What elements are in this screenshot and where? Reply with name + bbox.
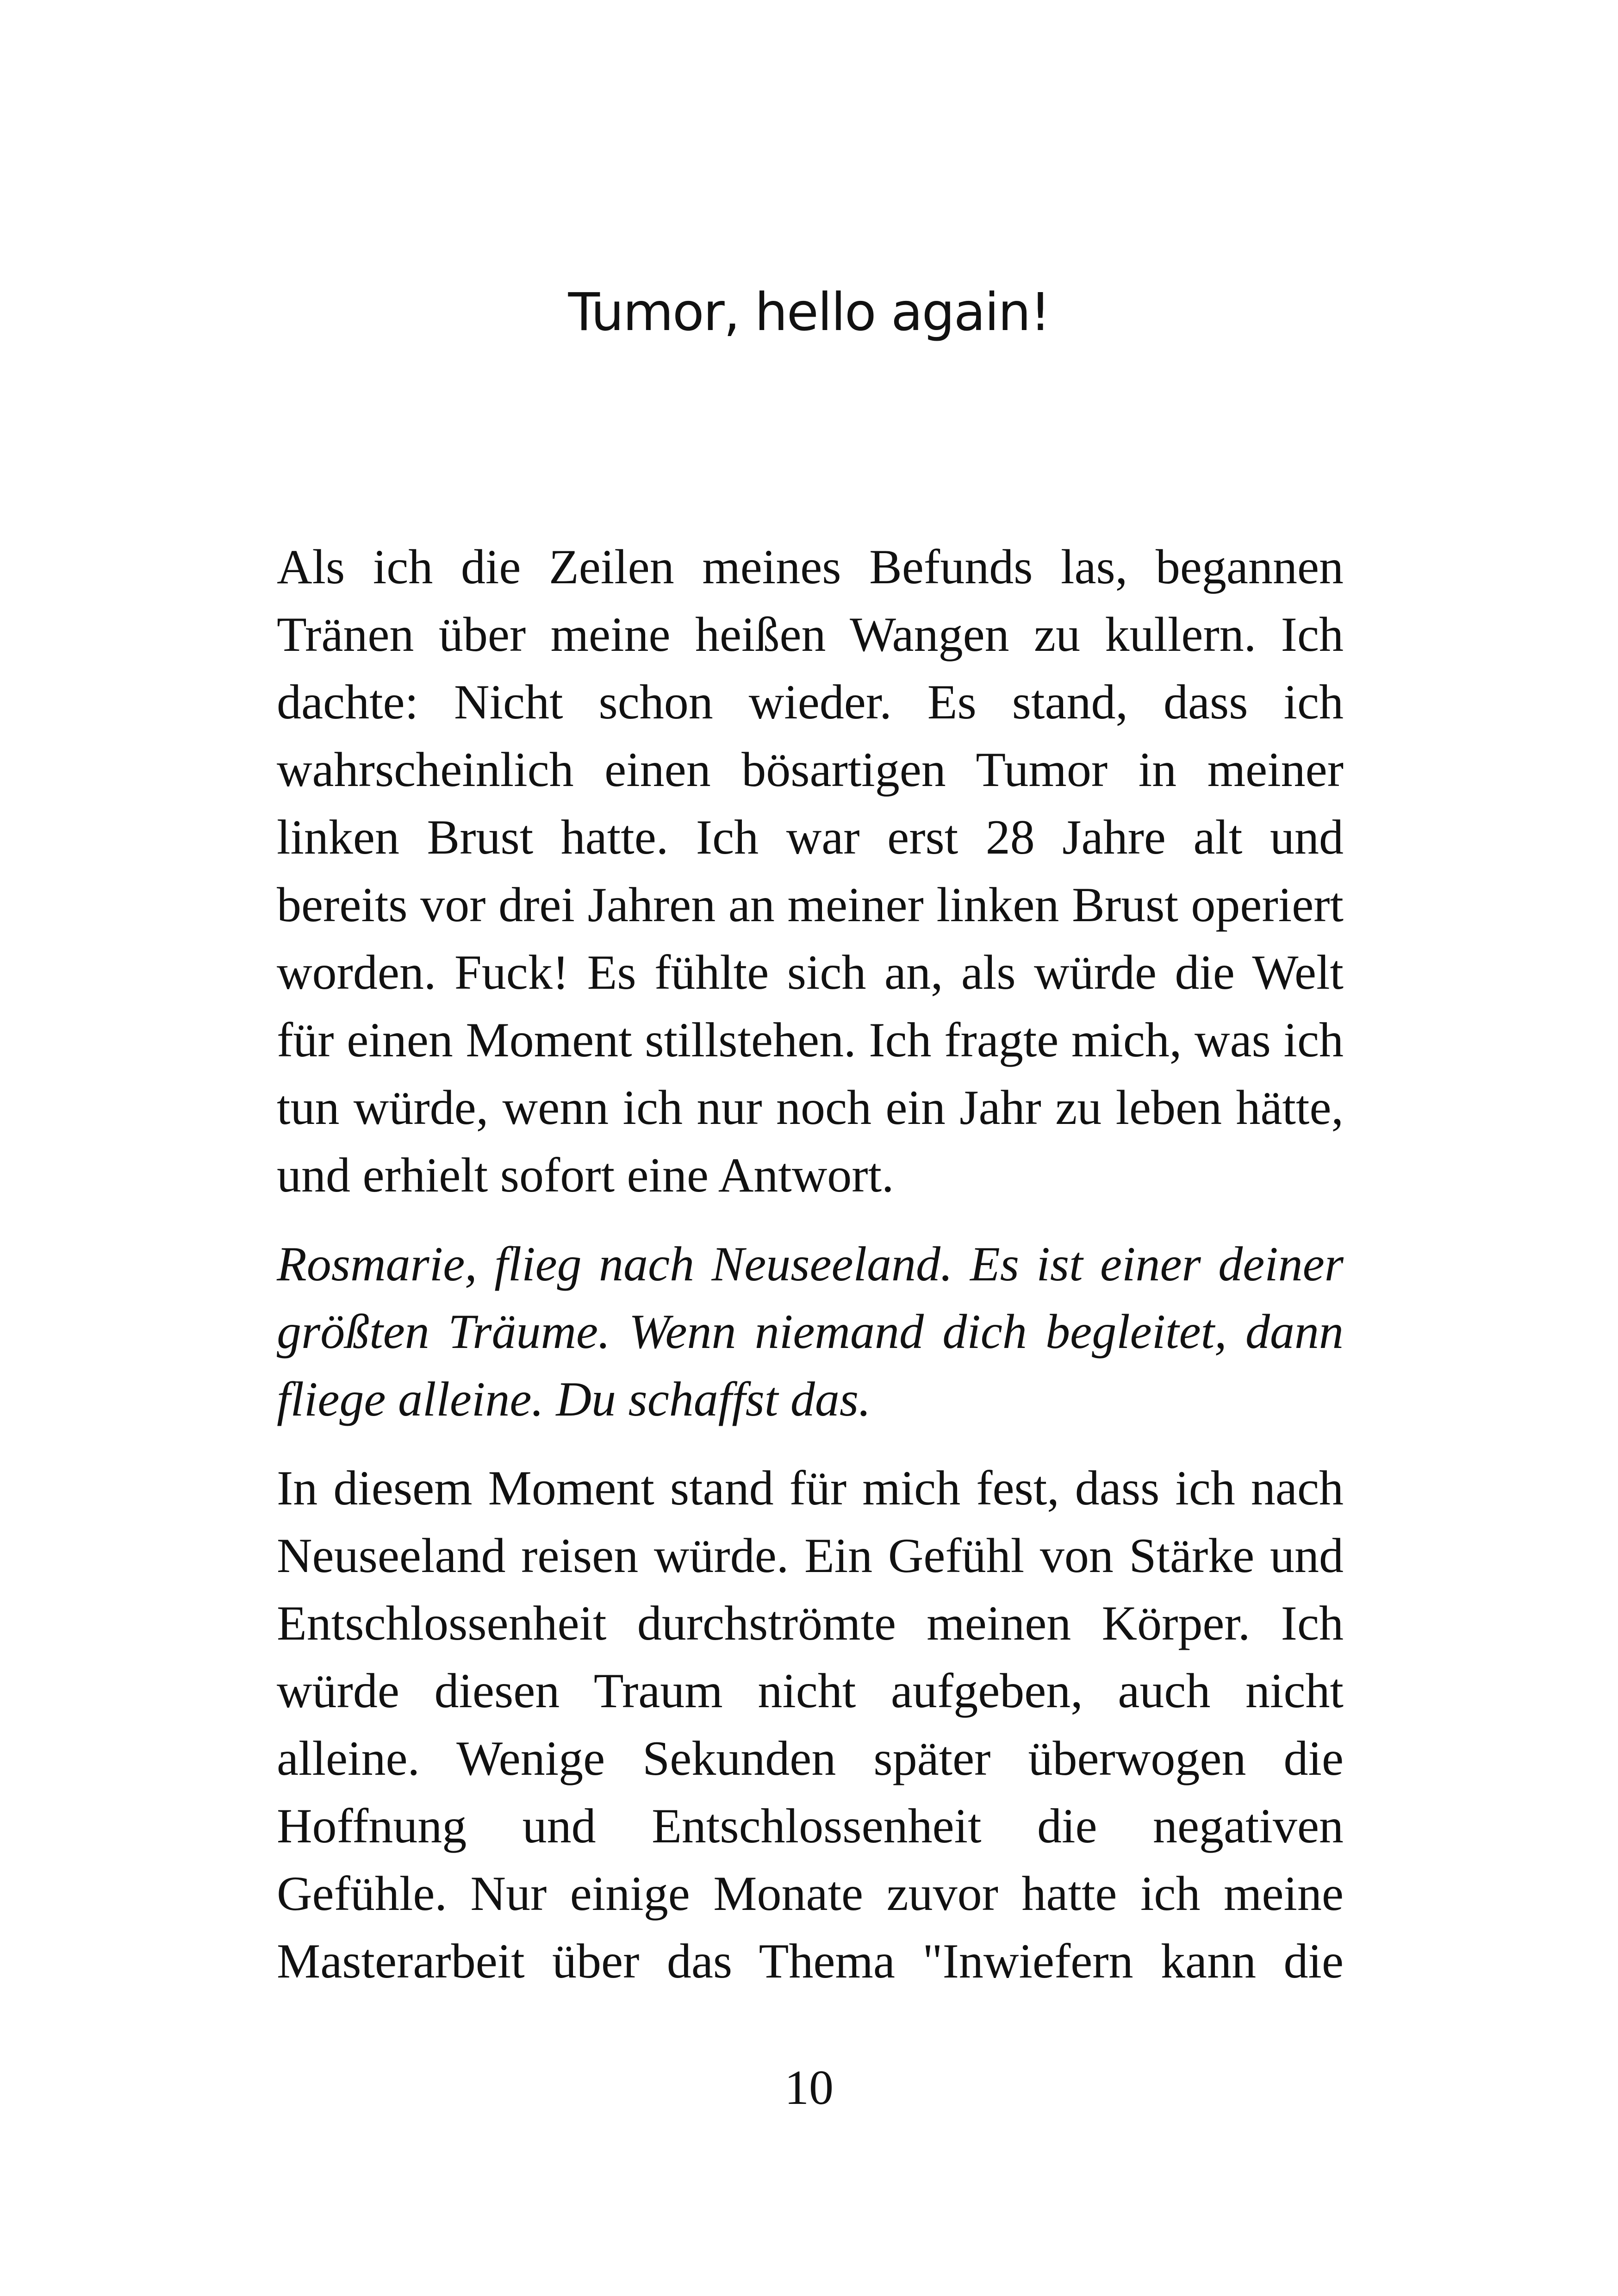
text-line: wahrscheinlich einen bösartigen Tumor in meiner: [277, 742, 1344, 797]
text-line: alleine. Wenige Sekunden später überwogen die: [277, 1731, 1344, 1785]
text-line: größten Träume. Wenn niemand dich begleitet, dann: [277, 1304, 1344, 1359]
text-line: würde diesen Traum nicht aufgeben, auch nicht: [277, 1664, 1344, 1718]
text-line: Neuseeland reisen würde. Ein Gefühl von Stärke und: [277, 1529, 1344, 1583]
body-text: [277, 533, 1344, 2016]
page-number: 10: [784, 2060, 834, 2115]
paragraph-diagnosis: [277, 533, 1344, 1209]
text-line: linken Brust hatte. Ich war erst 28 Jahre alt und: [277, 810, 1344, 864]
paragraph-decision: [277, 1454, 1344, 1995]
text-line: und erhielt sofort eine Antwort.: [277, 1148, 894, 1202]
text-line: Als ich die Zeilen meines Befunds las, begannen: [277, 540, 1344, 594]
text-line: für einen Moment stillstehen. Ich fragte mich, was ich: [277, 1013, 1344, 1067]
text-line: tun würde, wenn ich nur noch ein Jahr zu leben hätte,: [277, 1080, 1344, 1135]
text-line: Gefühle. Nur einige Monate zuvor hatte ich meine: [277, 1866, 1344, 1921]
text-line: dachte: Nicht schon wieder. Es stand, dass ich: [277, 675, 1344, 729]
paragraph-inner-voice: [277, 1230, 1344, 1433]
text-line: Entschlossenheit durchströmte meinen Körper. Ich: [277, 1596, 1344, 1650]
chapter-title: Tumor, hello again!: [568, 282, 1050, 343]
text-line: Rosmarie, flieg nach Neuseeland. Es ist einer deiner: [277, 1237, 1344, 1291]
text-line: In diesem Moment stand für mich fest, dass ich nach: [277, 1461, 1344, 1515]
text-line: Hoffnung und Entschlossenheit die negativen: [277, 1799, 1344, 1853]
text-line: bereits vor drei Jahren an meiner linken Brust operiert: [277, 878, 1344, 932]
text-line: Masterarbeit über das Thema "Inwiefern kann die: [277, 1934, 1344, 1988]
text-line: Tränen über meine heißen Wangen zu kullern. Ich: [277, 607, 1344, 661]
text-line: fliege alleine. Du schaffst das.: [277, 1372, 871, 1426]
text-line: worden. Fuck! Es fühlte sich an, als würde die Welt: [277, 945, 1344, 999]
